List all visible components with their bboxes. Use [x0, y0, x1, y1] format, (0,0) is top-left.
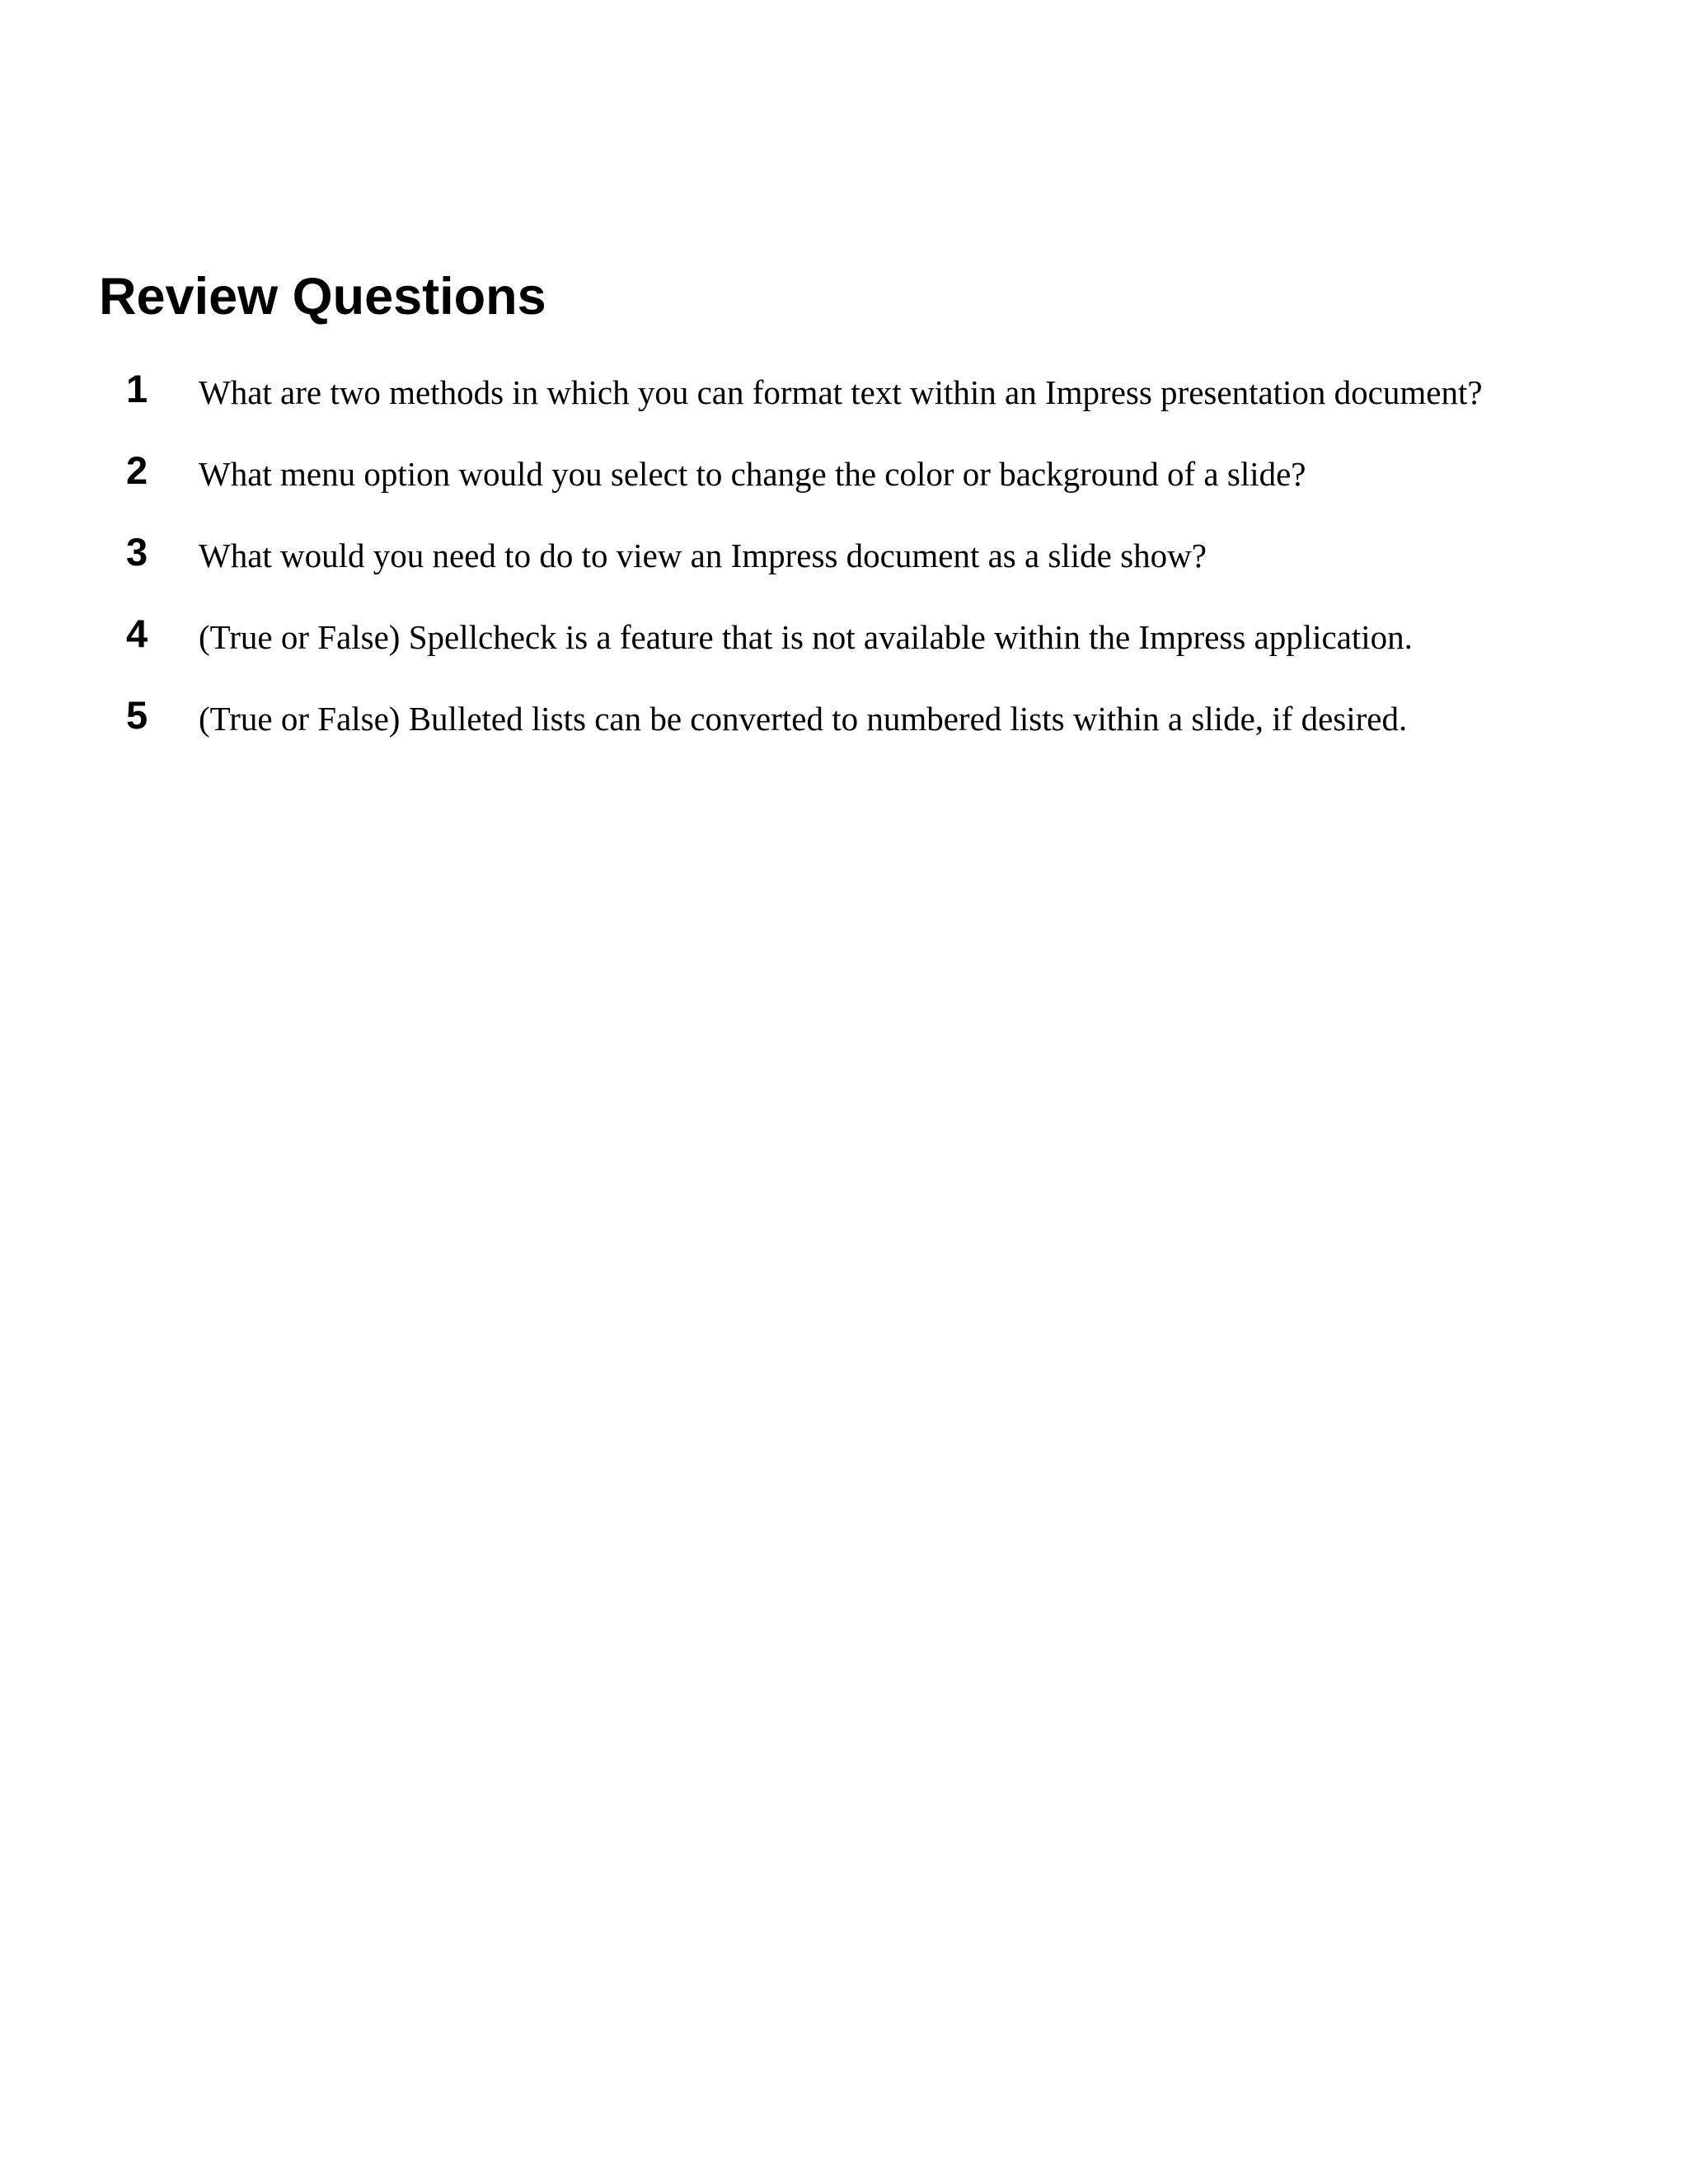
question-number: 2: [126, 448, 148, 492]
question-text: (True or False) Spellcheck is a feature that is not available within the Impress application.: [199, 618, 1413, 656]
question-text: What would you need to do to view an Impress document as a slide show?: [199, 537, 1207, 574]
question-text: What are two methods in which you can format text within an Impress presentation document?: [199, 373, 1483, 411]
question-number: 1: [126, 367, 148, 410]
question-item-3: [0, 529, 1688, 587]
question-number: 5: [126, 693, 148, 737]
question-item-1: [0, 366, 1688, 424]
section-title: Review Questions: [99, 268, 546, 326]
question-text: (True or False) Bulleted lists can be converted to numbered lists within a slide, if desired.: [199, 700, 1408, 738]
question-item-5: [0, 692, 1688, 750]
question-number: 4: [126, 612, 148, 655]
question-item-4: [0, 611, 1688, 668]
question-number: 3: [126, 530, 148, 574]
question-item-2: [0, 448, 1688, 505]
question-text: What menu option would you select to change the color or background of a slide?: [199, 455, 1306, 493]
